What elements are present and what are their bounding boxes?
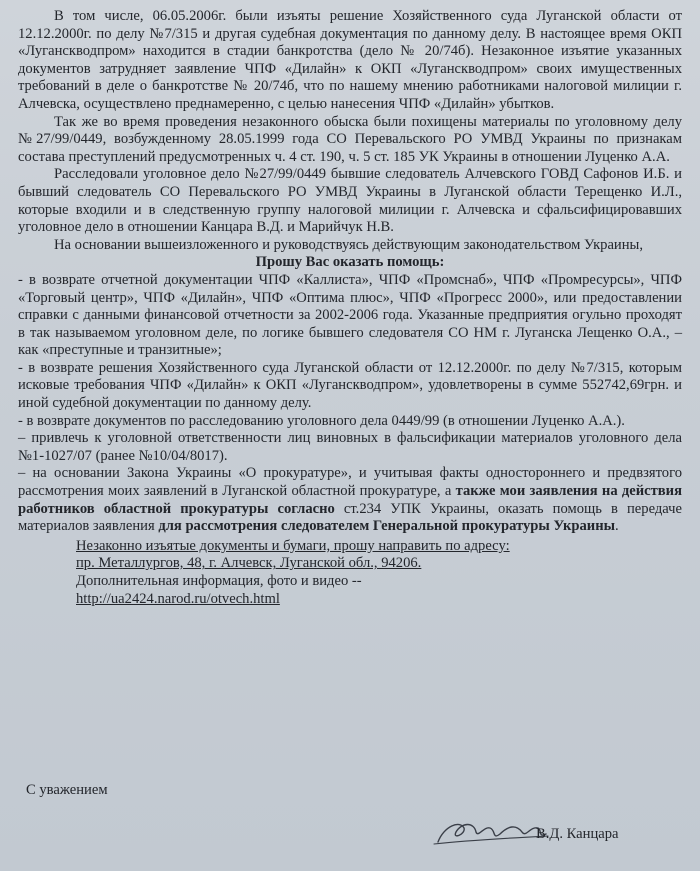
paragraph-basis: На основании вышеизложенного и руководствуясь действующим законодательством Украины, — [54, 236, 644, 253]
item5-text-a: – на основании Закона Украины «О прокуратуре», и учитывая факты одностороннего и предвзятого рассмотрения моих заявлений в Луганской областной прокуратуре, а — [18, 465, 682, 500]
request-heading: Прошу Вас оказать помощь: — [255, 254, 445, 271]
paragraph-stolen-materials: Так же во время проведения незаконного обыска были похищены материалы по уголовному делу №27/99/0449, возбужденному 28.05.1999 года СО Перевальского РО УМВД Украины по признакам состава преступлений предусмотренных ч. 4 ст. 190, ч. 5 ст. 185 УК Украины в отношении Луценко А.А. — [18, 113, 682, 165]
address-line-1: Незаконно изъятые документы и бумаги, прошу направить по адресу: — [76, 537, 510, 554]
item5-bold-d: для рассмотрения следователем Генеральной прокуратуры Украины — [158, 518, 616, 535]
signer-name: В.Д. Канцара — [536, 826, 619, 842]
request-item-general-prosecutor — [18, 465, 682, 535]
paragraph-seizure: В том числе, 06.05.2006г. были изъяты решение Хозяйственного суда Луганской области от 12.12.2000г. по делу №7/315 и другая судебная документация по данному делу. В настоящее время ОКП «Луганскводпром» находится в стадии банкротства (дело № 20/74б). Незаконное изъятие указанных документов затрудняет заявление ЧПФ «Дилайн» к ОКП «Луганскводпром» своих имущественных требований в деле о банкротстве № 20/74б, что по нашему мнению работниками налоговой милиции г. Алчевска, осуществлено преднамеренно, с целью нанесения ЧПФ «Дилайн» убытков. — [18, 8, 682, 112]
request-item-reports: - в возврате отчетной документации ЧПФ «Каллиста», ЧПФ «Промснаб», ЧПФ «Промресурсы», ЧПФ «Торговый центр», ЧПФ «Дилайн», ЧПФ «Оптима плюс», ЧПФ «Прогресс 2000», или предоставлении справки с данными финансовой отчетности за 2002-2006 года. Указанные предприятия огульно проходят в так называемом уголовном деле, по логике бывшего следователя СО НМ г. Луганска Лещенко О.А., – как «преступные и транзитные»; — [18, 271, 682, 359]
return-address-block — [76, 538, 682, 608]
paragraph-investigators: Расследовали уголовное дело №27/99/0449 бывшие следователь Алчевского ГОВД Сафонов И.Б. и бывший следователь СО Перевальского РО УМВД Украины в Луганской области Терещенко И.Л., которые входили и в следственную группу налоговой милиции г. Алчевска и сфальсифицировавших уголовное дело в отношении Канцара В.Д. и Марийчук Н.В. — [18, 166, 682, 236]
closing-regards: С уважением — [26, 782, 108, 798]
item5-bold-b: также мои заявления на действия работников областной прокуратуры согласно — [18, 483, 682, 517]
website-link[interactable]: http://ua2424.narod.ru/otvech.html — [76, 590, 280, 607]
item5-text-c: ст.234 УПК Украины, оказать помощь в передаче материалов заявления — [18, 500, 682, 535]
item5-text-e: . — [615, 518, 619, 535]
request-item-prosecution: – привлечь к уголовной ответственности лиц виновных в фальсификации материалов уголовного дела №1-1027/07 (ранее №10/04/8017). — [18, 430, 682, 464]
address-line-2: пр. Металлургов, 48, г. Алчевск, Луганской обл., 94206. — [76, 555, 422, 572]
address-line-3: Дополнительная информация, фото и видео -- — [76, 573, 362, 589]
request-item-case-documents: - в возврате документов по расследованию уголовного дела 0449/99 (в отношении Луценко А.А.). — [18, 412, 625, 429]
request-item-court-decision: - в возврате решения Хозяйственного суда Луганской области от 12.12.2000г. по делу №7/315, которым исковые требования ЧПФ «Дилайн» к ОКП «Луганскводпром», удовлетворены в сумме 552742,69грн. и иной судебной документации по данному делу. — [18, 359, 682, 412]
